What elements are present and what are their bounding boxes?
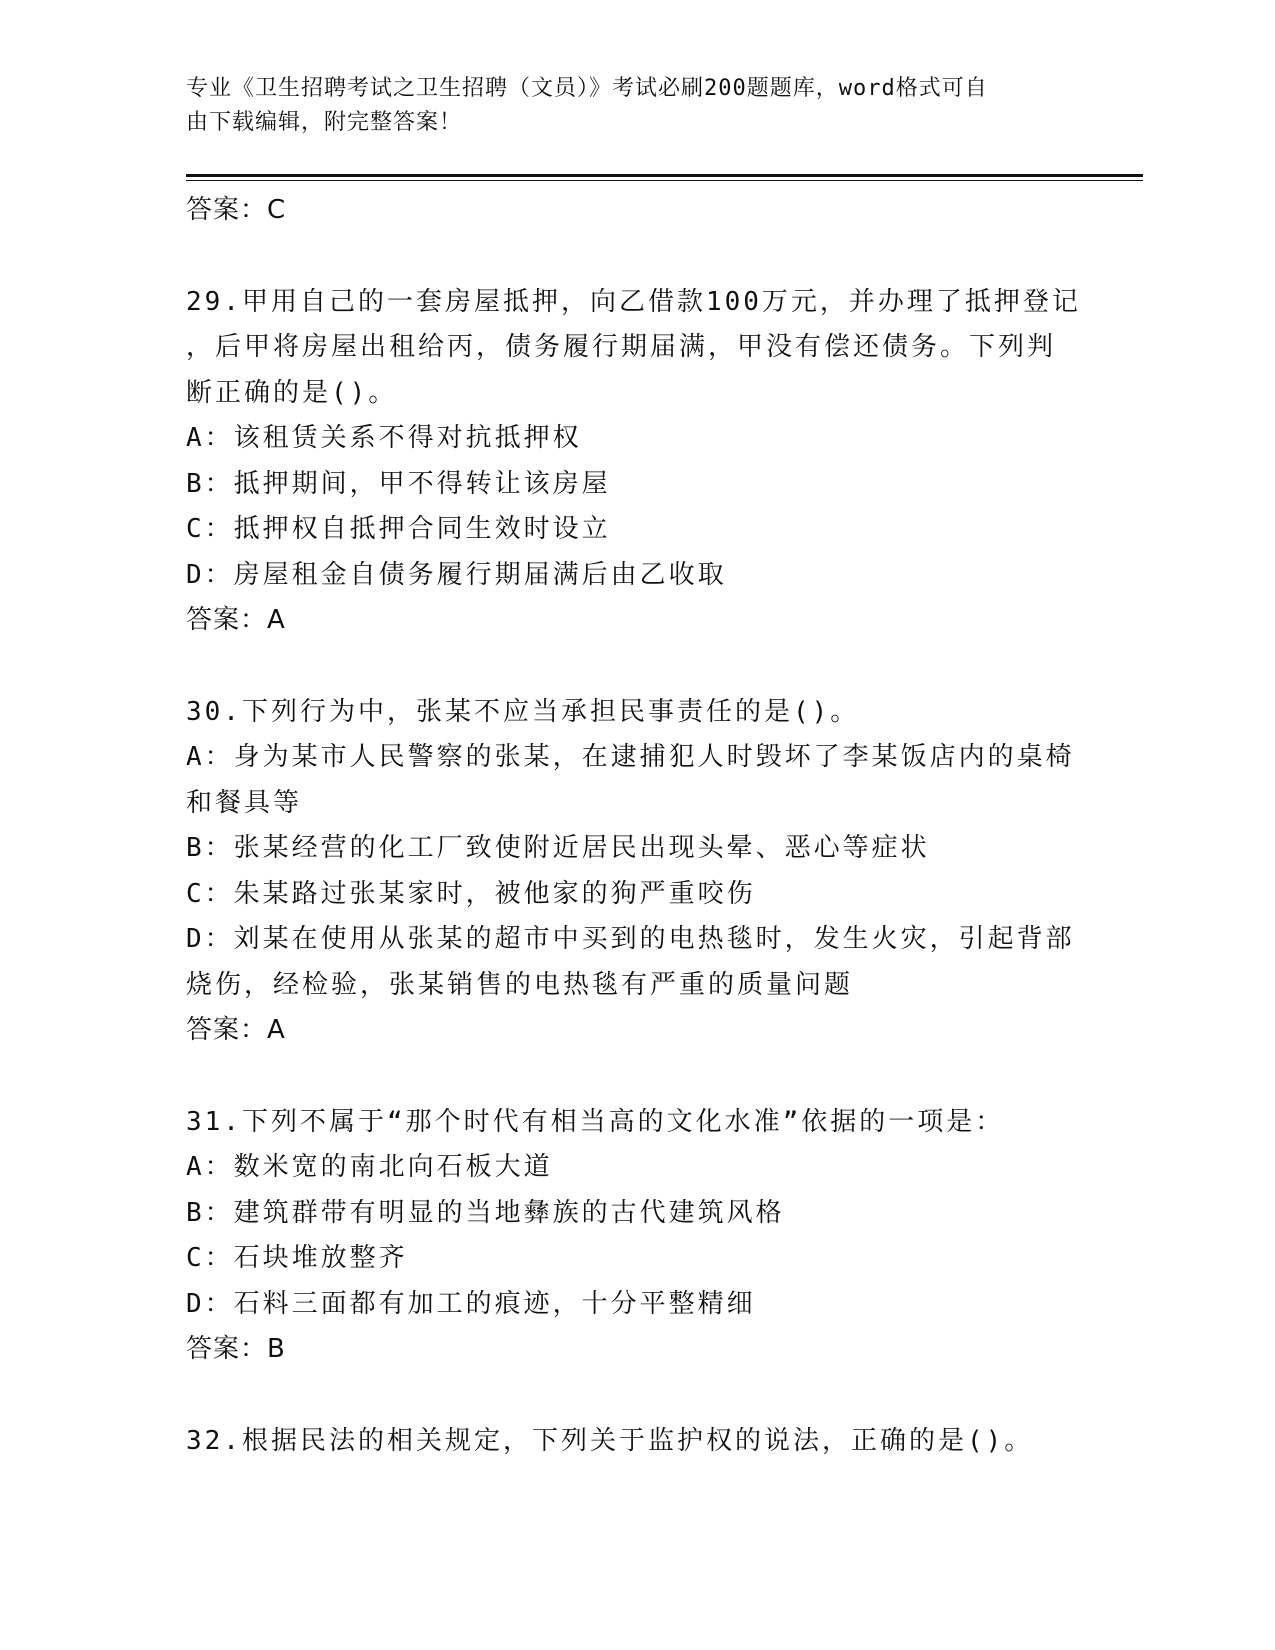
option-d-continued: 烧伤，经检验，张某销售的电热毯有严重的质量问题 <box>186 969 854 1000</box>
question-block <box>186 690 1086 1054</box>
option-c: C：石块堆放整齐 <box>186 1243 408 1273</box>
option-d: D：石料三面都有加工的痕迹，十分平整精细 <box>186 1288 756 1319</box>
header-line-2: 由下载编辑，附完整答案！ <box>186 110 463 135</box>
question-block <box>186 280 1086 644</box>
header-rule-thick <box>186 174 1143 177</box>
question-stem: 31.下列不属于“那个时代有相当高的文化水准”依据的一项是： <box>186 1106 1005 1137</box>
question-stem: 32.根据民法的相关规定，下列关于监护权的说法，正确的是()。 <box>186 1425 1034 1456</box>
option-b: B：张某经营的化工厂致使附近居民出现头晕、恶心等症状 <box>186 833 930 863</box>
option-a: A：该租赁关系不得对抗抵押权 <box>186 423 582 453</box>
answer-line: 答案：B <box>186 1334 286 1364</box>
option-c: C：抵押权自抵押合同生效时设立 <box>186 514 611 544</box>
option-d: D：房屋租金自债务履行期届满后由乙收取 <box>186 559 727 590</box>
question-stem: ，后甲将房屋出租给丙，债务履行期届满，甲没有偿还债务。下列判 <box>186 332 1057 362</box>
question-block <box>186 1419 1086 1465</box>
question-stem: 30.下列行为中，张某不应当承担民事责任的是()。 <box>186 696 860 727</box>
option-d: D：刘某在使用从张某的超市中买到的电热毯时，发生火灾，引起背部 <box>186 924 1075 954</box>
answer-line: 答案：A <box>186 1015 286 1045</box>
option-a-continued: 和餐具等 <box>186 787 303 818</box>
option-b: B：抵押期间，甲不得转让该房屋 <box>186 468 611 499</box>
header-line-1: 专业《卫生招聘考试之卫生招聘（文员）》考试必刷200题题库，word格式可自 <box>186 76 988 101</box>
header-rule-thin <box>186 180 1143 181</box>
question-list <box>186 188 1086 1464</box>
question-stem: 断正确的是()。 <box>186 377 398 408</box>
option-a: A：身为某市人民警察的张某，在逮捕犯人时毁坏了李某饭店内的桌椅 <box>186 742 1075 772</box>
option-c: C：朱某路过张某家时，被他家的狗严重咬伤 <box>186 878 756 909</box>
option-a: A：数米宽的南北向石板大道 <box>186 1152 553 1182</box>
question-stem: 29.甲用自己的一套房屋抵押，向乙借款100万元，并办理了抵押登记 <box>186 286 1081 317</box>
answer-line: 答案：A <box>186 605 286 635</box>
question-block <box>186 1100 1086 1373</box>
answer-line: 答案：C <box>186 195 287 225</box>
option-b: B：建筑群带有明显的当地彝族的古代建筑风格 <box>186 1197 785 1228</box>
document-header <box>186 72 1066 140</box>
